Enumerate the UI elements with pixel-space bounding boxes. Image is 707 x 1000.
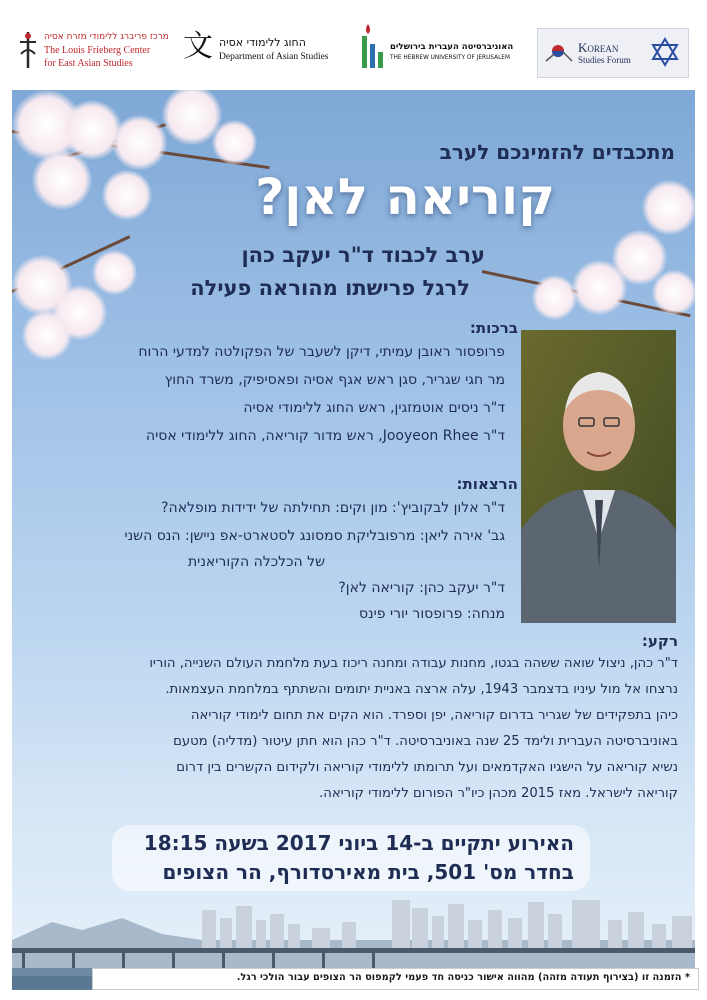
lecture-item: מנחה: פרופסור יורי פינס — [358, 606, 505, 622]
freiberg-center-logo — [18, 22, 169, 72]
footer-note-box — [92, 968, 699, 990]
footer-note: * הזמנה זו (בצירוף תעודה מזהה) מהווה אישור כניסה חד פעמי לקמפוס הר הצופים עבור הולכי רגל. — [236, 972, 690, 983]
freiberg-name-en-1: The Louis Frieberg Center — [44, 45, 151, 56]
subtitle-retirement: לרגל פרישתו מהוראה פעילה — [190, 276, 470, 300]
huji-emblem-icon — [358, 22, 386, 72]
event-title: קוריאה לאן? — [255, 168, 555, 226]
greeting-item: ד"ר ניסים אוטמזגין, ראש החוג ללימודי אסיה — [243, 400, 505, 416]
ksf-emblem-icon — [544, 39, 574, 65]
greeting-item: מר חגי שגריר, סגן ראש אגף אסיה ופאסיפיק, משרד החוץ — [164, 372, 505, 388]
event-date-time: האירוע יתקיים ב-14 ביוני 2017 בשעה 18:15 — [143, 831, 574, 855]
background-line: ד"ר כהן, ניצול שואה ששהה בגטו, מחנות עבודה ומחנה ריכוז בעת מלחמת העולם השנייה, הוריו — [149, 656, 678, 671]
greeting-item: פרופסור ראובן עמיתי, דיקן לשעבר של הפקולטה למדעי הרוח — [138, 344, 505, 360]
lecture-item: של הכלכלה הקוריאנית — [187, 554, 325, 570]
asian-studies-name-he: החוג ללימודי אסיה — [219, 36, 306, 49]
asian-studies-name-en: Department of Asian Studies — [219, 52, 329, 62]
background-line: נרצחו אל מול עיניו בדצמבר 1943, עלה ארצה באניית יתומים והשתתף במלחמת העצמאות. — [165, 682, 678, 697]
huji-name-en: THE HEBREW UNIVERSITY OF JERUSALEM — [390, 55, 510, 61]
asian-studies-glyph-icon: 文 — [183, 29, 213, 64]
background-line: כיהן בתפקידים של שגריר בדרום קוריאה, יפן וספרד. הוא הקים את תחום לימודי קוריאה — [190, 708, 678, 723]
portrait-photo — [521, 330, 676, 623]
star-of-david-icon — [650, 37, 680, 67]
event-details-banner — [112, 825, 590, 891]
event-location: בחדר מס' 501, בית מאירסדורף, הר הצופים — [162, 860, 574, 884]
background-line: קוריאה לישראל. מאז 2015 מכהן כיו"ר הפורום ללימודי קוריאה. — [319, 786, 678, 801]
asian-studies-logo — [183, 22, 333, 72]
ksf-logo — [537, 28, 689, 78]
background-heading: רקע: — [641, 632, 678, 650]
greetings-heading: ברכות: — [469, 319, 518, 337]
background-line: באוניברסיטה העברית ולימד 25 שנה באוניברסיטה. ד"ר כהן הוא חתן עיטור (מדליה) מטעם — [173, 734, 678, 749]
logo-strip — [0, 0, 707, 90]
lecture-item: גב' אירה ליאן: מרפובליקת סמסונג לסטארט-אפ ניישן: הנס השני — [124, 528, 505, 544]
huji-logo — [358, 22, 518, 72]
background-line: נשיא קוריאה על הישגיו האקדמאים ועל תרומתו ללימודי קוריאה ולקידום הקשרים בין דרום — [176, 760, 678, 775]
lectures-heading: הרצאות: — [456, 475, 518, 493]
ksf-name-forum: Studies Forum — [578, 55, 631, 65]
lecture-item: ד"ר יעקב כהן: קוריאה לאן? — [338, 580, 505, 596]
ksf-name-korean: Korean — [578, 40, 619, 55]
lecture-item: ד"ר אלון לבקוביץ': מון וקים: תחילתה של ידידות מופלאה? — [161, 500, 505, 516]
poster — [12, 90, 695, 990]
freiberg-emblem-icon — [18, 30, 38, 70]
invite-line: מתכבדים להזמינכם לערב — [439, 140, 675, 164]
subtitle-honoring: ערב לכבוד ד"ר יעקב כהן — [241, 243, 485, 267]
freiberg-name-he: מרכז פריברג ללימודי מזרח אסיה — [44, 32, 169, 42]
freiberg-name-en-2: for East Asian Studies — [44, 58, 133, 69]
huji-name-he: האוניברסיטה העברית בירושלים — [390, 42, 514, 52]
greeting-item: ד"ר Jooyeon Rhee, ראש מדור קוריאה, החוג ללימודי אסיה — [146, 428, 505, 444]
